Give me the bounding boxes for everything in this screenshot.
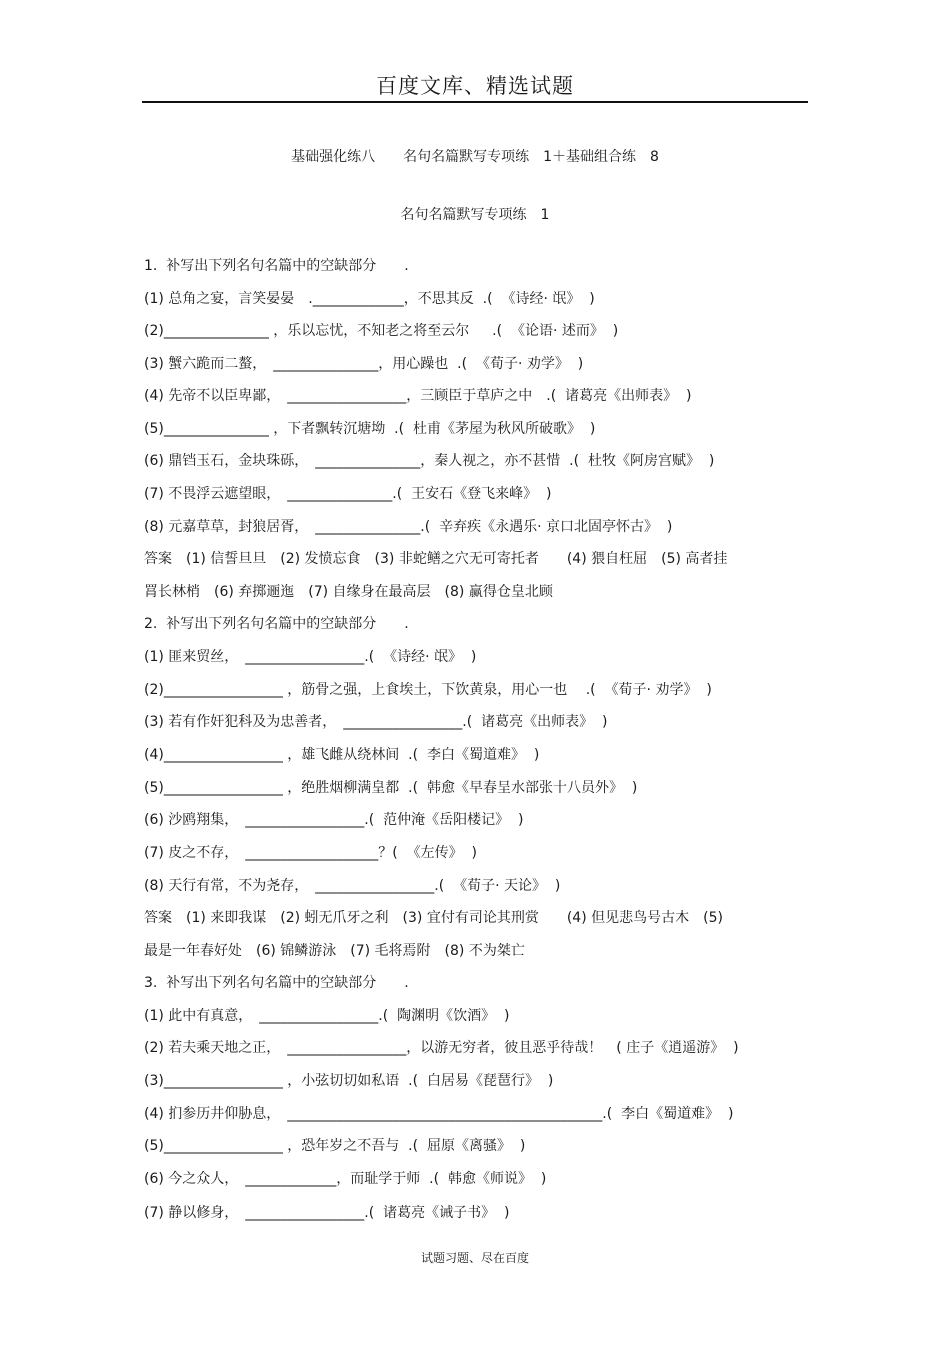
text-line: (3) 若有作奸犯科及为忠善者， _________________.( 诸葛亮《出师表》 ) xyxy=(144,714,608,730)
document-subtitle: 基础强化练八 名句名篇默写专项练 1＋基础组合练 8 xyxy=(291,149,659,165)
text-line: (1) 匪来贸丝， _________________.( 《诗经· 氓》 ) xyxy=(144,649,477,665)
text-line: 罥长林梢 (6) 弃掷逦迤 (7) 自缘身在最高层 (8) 赢得仓皇北顾 xyxy=(144,584,553,600)
text-line: (8) 元嘉草草，封狼居胥， _______________.( 辛弃疾《永遇乐· 京口北固亭怀古》 ) xyxy=(144,519,673,535)
text-line: (4) 扪参历井仰胁息， _____________________________________________.( 李白《蜀道难》 ) xyxy=(144,1106,734,1122)
text-line: (2)_______________ ，乐以忘忧，不知老之将至云尔 .( 《论语· 述而》 ) xyxy=(144,323,619,339)
text-line: (6) 沙鸥翔集， _________________.( 范仲淹《岳阳楼记》 ) xyxy=(144,812,524,828)
text-line: (3) 蟹六跪而二螯， _______________，用心躁也 .( 《荀子· 劝学》 ) xyxy=(144,356,584,372)
page-header-title: 百度文库、精选试题 xyxy=(376,74,574,98)
text-line: (1) 此中有真意， _________________.( 陶渊明《饮酒》 ) xyxy=(144,1008,510,1024)
section-title: 名句名篇默写专项练 1 xyxy=(400,207,550,223)
text-line: (2) 若夫乘天地之正， _________________，以游无穷者，彼且恶乎待哉！ ( 庄子《逍遥游》 ) xyxy=(144,1040,739,1056)
text-line: (8) 天行有常，不为尧存， _________________.( 《荀子· 天论》 ) xyxy=(144,878,561,894)
header-divider xyxy=(142,101,808,103)
text-line: 答案 (1) 来即我谋 (2) 蚓无爪牙之利 (3) 宜付有司论其刑赏 (4) 但见悲鸟号古木 (5) xyxy=(144,910,723,926)
text-line: (5)_________________ ，绝胜烟柳满皇都 .( 韩愈《早春呈水部张十八员外》 ) xyxy=(144,780,638,796)
page-footer: 试题习题、尽在百度 xyxy=(420,1251,529,1265)
text-line: 1. 补写出下列名句名篇中的空缺部分 . xyxy=(144,258,409,274)
text-line: 3. 补写出下列名句名篇中的空缺部分 . xyxy=(144,975,409,991)
text-line: (4) 先帝不以臣卑鄙， _________________，三顾臣于草庐之中 .( 诸葛亮《出师表》 ) xyxy=(144,388,692,404)
text-line: (3)_________________ ，小弦切切如私语 .( 白居易《琵琶行》 ) xyxy=(144,1073,554,1089)
text-line: 2. 补写出下列名句名篇中的空缺部分 . xyxy=(144,616,409,632)
text-line: 最是一年春好处 (6) 锦鳞游泳 (7) 毛将焉附 (8) 不为桀亡 xyxy=(144,943,525,959)
text-line: (7) 静以修身， _________________.( 诸葛亮《诫子书》 ) xyxy=(144,1205,510,1221)
text-line: (7) 不畏浮云遮望眼， _______________.( 王安石《登飞来峰》 ) xyxy=(144,486,552,502)
text-line: (6) 鼎铛玉石，金块珠砾， _______________，秦人视之，亦不甚惜 .( 杜牧《阿房宫赋》 ) xyxy=(144,453,715,469)
text-line: (1) 总角之宴，言笑晏晏 ._____________，不思其反 .( 《诗经· 氓》 ) xyxy=(144,291,595,307)
text-line: (6) 今之众人， _____________，而耻学于师 .( 韩愈《师说》 ) xyxy=(144,1171,547,1187)
text-line: (7) 皮之不存， ___________________？( 《左传》 ) xyxy=(144,845,478,861)
text-line: (5)_________________ ，恐年岁之不吾与 .( 屈原《离骚》 ) xyxy=(144,1138,526,1154)
text-line: (4)_________________ ，雄飞雌从绕林间 .( 李白《蜀道难》 ) xyxy=(144,747,540,763)
text-line: (2)_________________ ，筋骨之强，上食埃土，下饮黄泉，用心一也 .( 《荀子· 劝学》 ) xyxy=(144,682,712,698)
text-line: (5)_______________ ，下者飘转沉塘坳 .( 杜甫《茅屋为秋风所破歌》 ) xyxy=(144,421,596,437)
text-line: 答案 (1) 信誓旦旦 (2) 发愤忘食 (3) 非蛇鳝之穴无可寄托者 (4) 猥自枉屈 (5) 高者挂 xyxy=(144,551,728,567)
